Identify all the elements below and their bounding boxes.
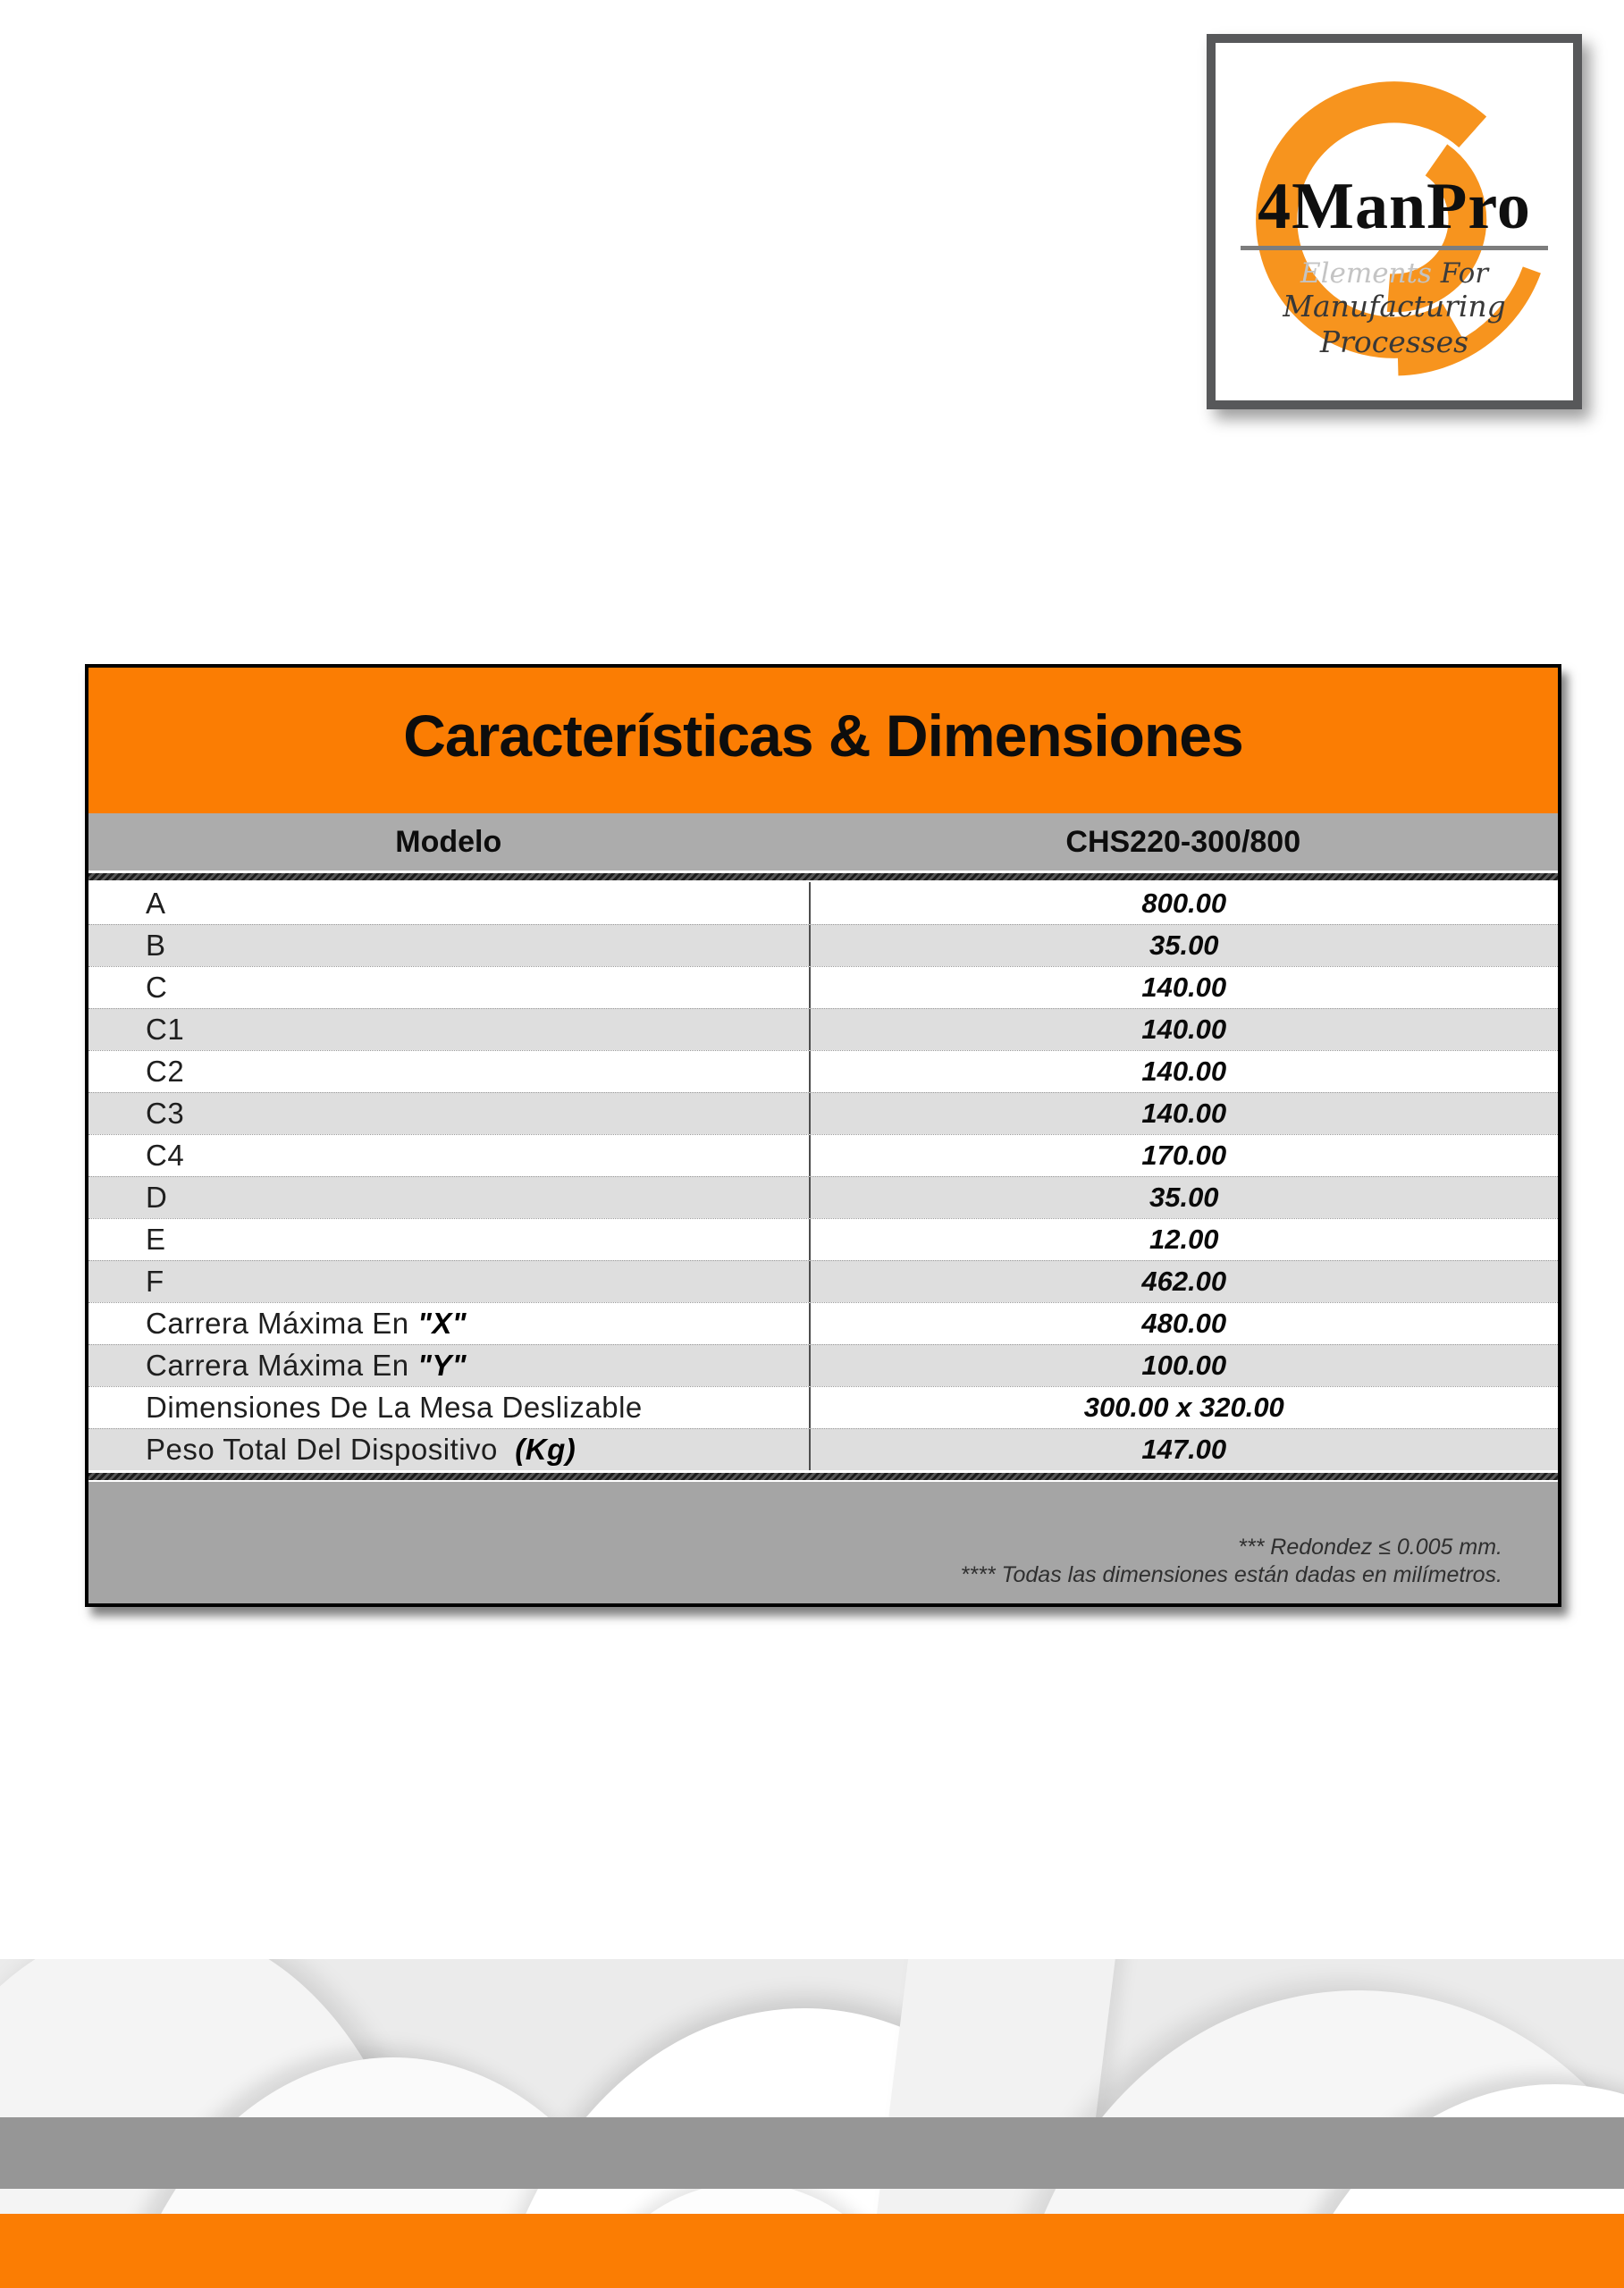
- model-header-row: [88, 813, 1558, 871]
- row-label: Carrera Máxima En "Y": [146, 1349, 467, 1382]
- row-label: F: [146, 1265, 164, 1298]
- model-header-value: CHS220-300/800: [1065, 824, 1301, 859]
- bottom-gray-band: [0, 2117, 1624, 2189]
- row-value: 12.00: [809, 1219, 1558, 1260]
- row-label: Dimensiones De La Mesa Deslizable: [146, 1391, 643, 1424]
- row-label: C: [146, 971, 168, 1004]
- footnote-units: **** Todas las dimensiones están dadas en milímetros.: [960, 1562, 1502, 1587]
- row-label: E: [146, 1223, 166, 1256]
- row-label: Peso Total Del Dispositivo (Kg): [146, 1433, 576, 1466]
- spec-table: [85, 664, 1561, 1607]
- row-value: 140.00: [809, 1051, 1558, 1092]
- table-row: [88, 1218, 1558, 1260]
- table-row: [88, 1050, 1558, 1092]
- row-label: C3: [146, 1097, 185, 1130]
- row-value: 100.00: [809, 1345, 1558, 1386]
- table-title-band: [88, 668, 1558, 813]
- table-row: [88, 1134, 1558, 1176]
- row-label: C2: [146, 1055, 185, 1088]
- logo-text-block: [1216, 170, 1573, 359]
- bottom-decorative-banner: [0, 1959, 1624, 2288]
- table-row: [88, 966, 1558, 1008]
- row-label: C1: [146, 1013, 185, 1046]
- row-value: 170.00: [809, 1135, 1558, 1176]
- page-title: Características & Dimensiones: [403, 702, 1243, 769]
- model-header-label: Modelo: [395, 824, 502, 859]
- row-label: C4: [146, 1139, 185, 1172]
- row-value: 147.00: [809, 1429, 1558, 1470]
- table-row: [88, 1428, 1558, 1470]
- row-value: 35.00: [809, 925, 1558, 966]
- row-value: 480.00: [809, 1303, 1558, 1344]
- row-value: 140.00: [809, 1009, 1558, 1050]
- table-row: [88, 1008, 1558, 1050]
- table-row: [88, 1344, 1558, 1386]
- row-value: 800.00: [809, 882, 1558, 924]
- table-row: [88, 1386, 1558, 1428]
- logo-divider: [1241, 246, 1548, 250]
- table-row: [88, 1176, 1558, 1218]
- row-label: A: [146, 886, 166, 920]
- row-value: 140.00: [809, 967, 1558, 1008]
- logo-tagline-bottom: Manufacturing Processes: [1283, 289, 1506, 359]
- table-rows: [88, 882, 1558, 1470]
- row-label: Carrera Máxima En "X": [146, 1307, 467, 1340]
- hatched-divider-top: [88, 871, 1558, 882]
- bottom-orange-band: [0, 2214, 1624, 2288]
- table-row: [88, 882, 1558, 924]
- row-value: 300.00 x 320.00: [809, 1387, 1558, 1428]
- table-row: [88, 924, 1558, 966]
- logo-wordmark: 4ManPro: [1258, 170, 1531, 243]
- table-footnotes: [88, 1482, 1558, 1603]
- table-row: [88, 1260, 1558, 1302]
- footnote-roundness: *** Redondez ≤ 0.005 mm.: [1238, 1535, 1502, 1560]
- hatched-divider-bottom: [88, 1470, 1558, 1482]
- table-row: [88, 1302, 1558, 1344]
- row-label: B: [146, 929, 166, 962]
- company-logo: [1207, 34, 1582, 409]
- table-row: [88, 1092, 1558, 1134]
- row-value: 140.00: [809, 1093, 1558, 1134]
- row-label: D: [146, 1181, 168, 1214]
- logo-tagline-top: Elements For: [1300, 257, 1489, 290]
- row-value: 35.00: [809, 1177, 1558, 1218]
- row-value: 462.00: [809, 1261, 1558, 1302]
